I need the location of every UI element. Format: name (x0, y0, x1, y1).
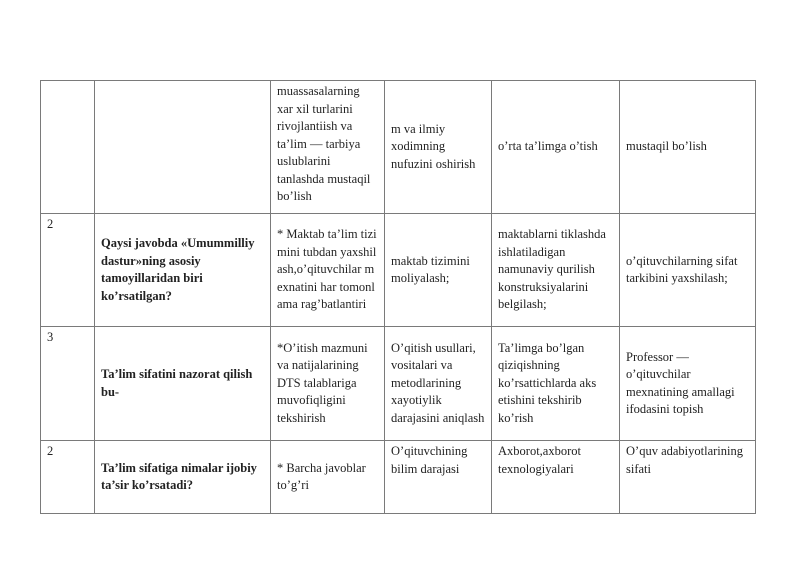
table-row (41, 81, 756, 214)
option-cell: *O’itish mazmuni va natijalarining DTS talablariga muvofiqligini tekshirish (271, 327, 385, 441)
table-row (41, 441, 756, 514)
row-number (41, 81, 95, 214)
option-cell: O’quv adabiyotlarining sifati (620, 441, 756, 514)
option-cell: m va ilmiy xodimning nufuzini oshirish (385, 81, 492, 214)
option-cell: mustaqil bo’lish (620, 81, 756, 214)
question-cell (95, 81, 271, 214)
option-cell: muassasalarning xar xil turlarini rivojlantiish va ta’lim — tarbiya uslublarini tanlashda mustaqil bo’lish (271, 81, 385, 214)
option-cell: maktab tizimini moliyalash; (385, 214, 492, 327)
row-number: 2 (41, 441, 95, 514)
table-row (41, 327, 756, 441)
option-cell: O’qituvchining bilim darajasi (385, 441, 492, 514)
row-number: 3 (41, 327, 95, 441)
quiz-table (40, 80, 756, 514)
option-cell: o’rta ta’limga o’tish (492, 81, 620, 214)
question-cell: Ta’lim sifatiga nimalar ijobiy ta’sir ko’rsatadi? (95, 441, 271, 514)
option-cell: * Barcha javoblar to’g’ri (271, 441, 385, 514)
question-cell: Qaysi javobda «Umummilliy dastur»ning asosiy tamoyillaridan biri ko’rsatilgan? (95, 214, 271, 327)
question-cell: Ta’lim sifatini nazorat qilish bu- (95, 327, 271, 441)
option-cell: * Maktab ta’lim tizimini tubdan yaxshilash,o’qituvchilar mexnatini har tomonlama rag’batlantiri (271, 214, 385, 327)
option-cell: Ta’limga bo’lgan qiziqishning ko’rsattichlarda aks etishini tekshirib ko’rish (492, 327, 620, 441)
option-cell: O’qitish usullari, vositalari va metodlarining xayotiylik darajasini aniqlash (385, 327, 492, 441)
option-cell: Professor — o’qituvchilar mexnatining amallagi ifodasini topish (620, 327, 756, 441)
option-cell: maktablarni tiklashda ishlatiladigan namunaviy qurilish konstruksiyalarini belgilash; (492, 214, 620, 327)
option-cell: o’qituvchilarning sifat tarkibini yaxshilash; (620, 214, 756, 327)
option-cell: Axborot,axborot texnologiyalari (492, 441, 620, 514)
table-row (41, 214, 756, 327)
row-number: 2 (41, 214, 95, 327)
